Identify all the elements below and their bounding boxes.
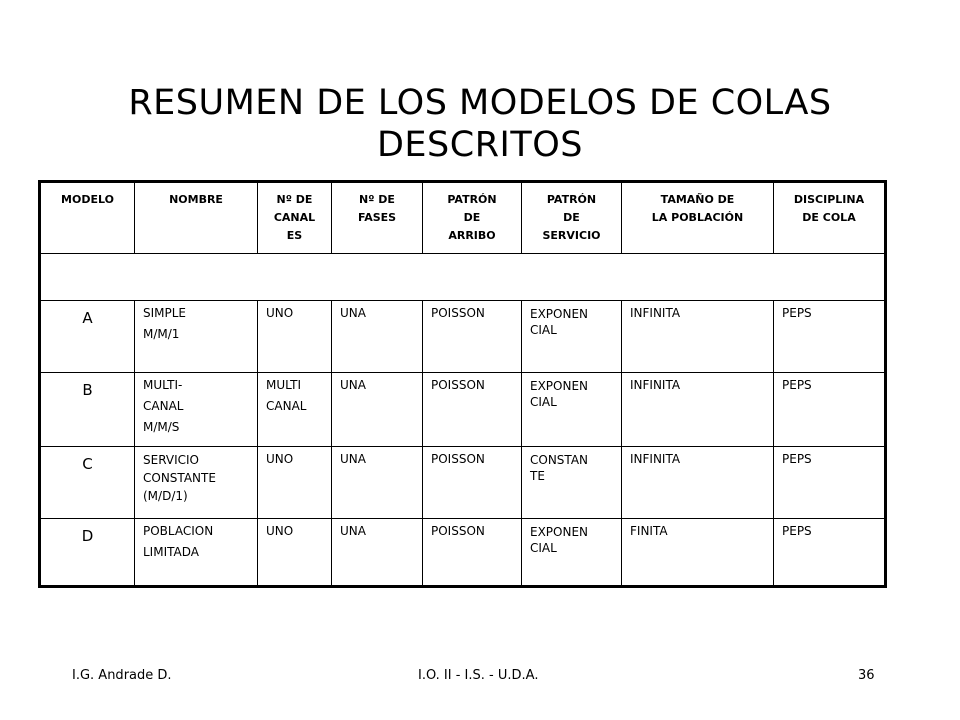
cell-modelo: D [40, 519, 135, 587]
cell-arribo: POISSON [423, 519, 522, 587]
header-modelo: MODELO [40, 182, 135, 254]
cell-poblacion: INFINITA [622, 373, 774, 447]
footer-page-number: 36 [858, 668, 875, 683]
cell-nombre: MULTI- CANAL M/M/S [135, 373, 258, 447]
table-spacer-row [40, 254, 886, 301]
cell-nombre: SIMPLE M/M/1 [135, 301, 258, 373]
cell-disciplina: PEPS [774, 447, 886, 519]
cell-poblacion: INFINITA [622, 447, 774, 519]
table-row [40, 519, 886, 587]
cell-disciplina: PEPS [774, 519, 886, 587]
header-arribo: PATRÓN DE ARRIBO [423, 182, 522, 254]
cell-servicio: EXPONEN CIAL [522, 301, 622, 373]
cell-fases: UNA [332, 519, 423, 587]
cell-arribo: POISSON [423, 301, 522, 373]
table-header-row [40, 182, 886, 254]
cell-nombre: SERVICIO CONSTANTE (M/D/1) [135, 447, 258, 519]
header-fases: Nº DE FASES [332, 182, 423, 254]
cell-modelo: A [40, 301, 135, 373]
header-nombre: NOMBRE [135, 182, 258, 254]
cell-disciplina: PEPS [774, 301, 886, 373]
models-table-container [38, 180, 887, 588]
table-row [40, 447, 886, 519]
header-poblacion: TAMAÑO DE LA POBLACIÓN [622, 182, 774, 254]
cell-modelo: B [40, 373, 135, 447]
slide-title: RESUMEN DE LOS MODELOS DE COLAS DESCRITOS [128, 83, 832, 165]
queue-models-table [38, 180, 887, 588]
cell-canales: UNO [258, 447, 332, 519]
footer-course: I.O. II - I.S. - U.D.A. [418, 668, 539, 683]
cell-arribo: POISSON [423, 373, 522, 447]
cell-servicio: CONSTAN TE [522, 447, 622, 519]
footer-author: I.G. Andrade D. [72, 668, 172, 683]
cell-canales: UNO [258, 519, 332, 587]
cell-canales: UNO [258, 301, 332, 373]
cell-fases: UNA [332, 447, 423, 519]
cell-servicio: EXPONEN CIAL [522, 519, 622, 587]
header-disciplina: DISCIPLINA DE COLA [774, 182, 886, 254]
table-row [40, 373, 886, 447]
cell-arribo: POISSON [423, 447, 522, 519]
header-canales: Nº DE CANAL ES [258, 182, 332, 254]
cell-fases: UNA [332, 373, 423, 447]
table-row [40, 301, 886, 373]
cell-disciplina: PEPS [774, 373, 886, 447]
cell-fases: UNA [332, 301, 423, 373]
cell-nombre: POBLACION LIMITADA [135, 519, 258, 587]
cell-poblacion: FINITA [622, 519, 774, 587]
spacer-cell [40, 254, 886, 301]
cell-modelo: C [40, 447, 135, 519]
cell-canales: MULTI CANAL [258, 373, 332, 447]
header-servicio: PATRÓN DE SERVICIO [522, 182, 622, 254]
cell-servicio: EXPONEN CIAL [522, 373, 622, 447]
cell-poblacion: INFINITA [622, 301, 774, 373]
